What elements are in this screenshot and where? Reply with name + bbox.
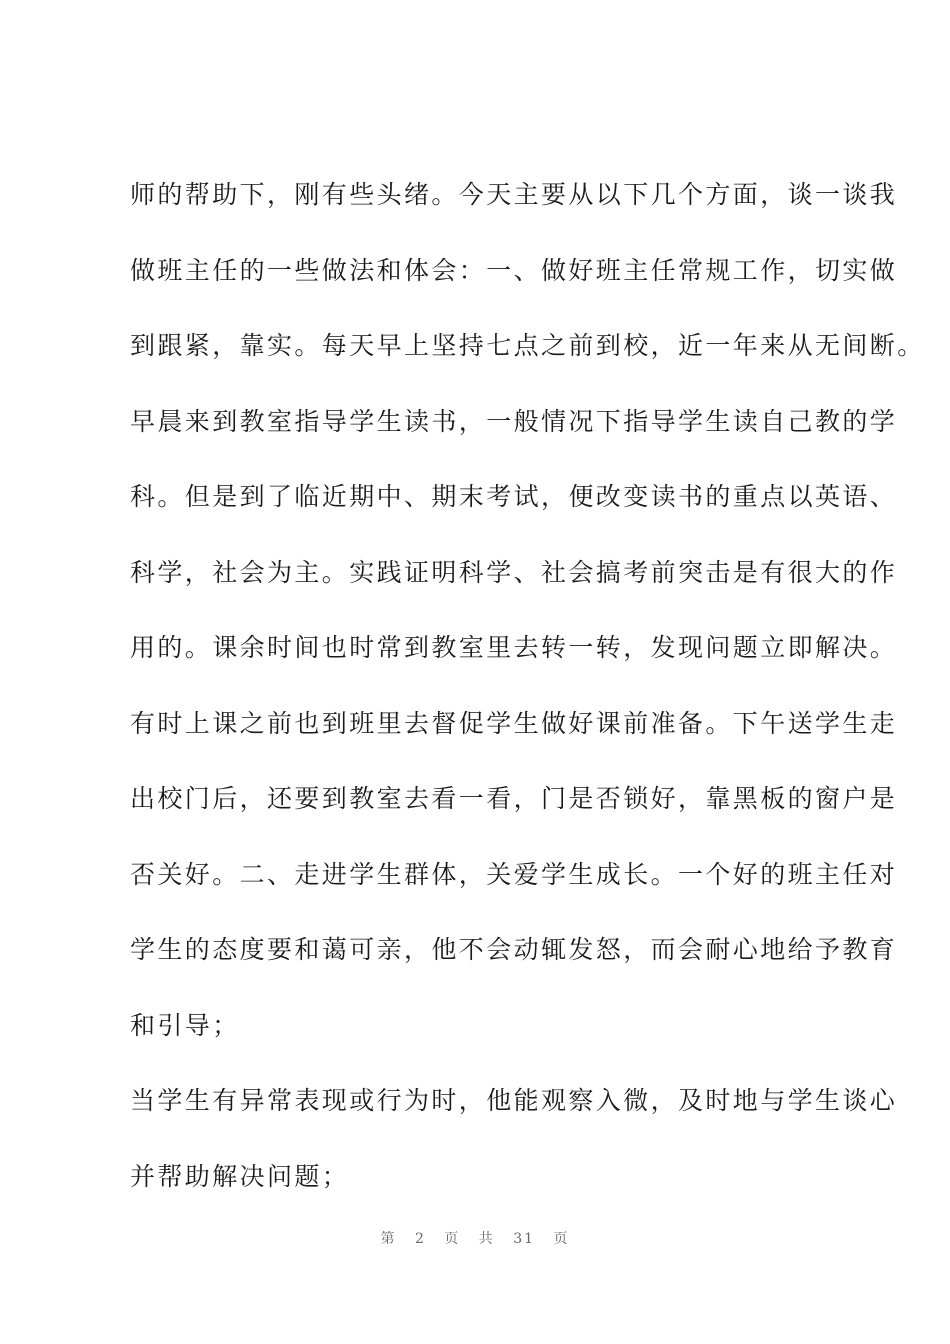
text-line: 做班主任的一些做法和体会：一、做好班主任常规工作，切实做 xyxy=(130,255,898,285)
body-text xyxy=(130,170,925,1227)
text-line: 师的帮助下，刚有些头绪。今天主要从以下几个方面，谈一谈我 xyxy=(130,180,898,209)
text-line: 出校门后，还要到教室去看一看，门是否锁好，靠黑板的窗户是 xyxy=(130,784,898,813)
text-line: 到跟紧，靠实。每天早上坚持七点之前到校，近一年来从无间断。 xyxy=(130,331,925,360)
text-line: 用的。课余时间也时常到教室里去转一转，发现问题立即解决。 xyxy=(130,633,898,662)
page-number-footer: 第 2 页 共 31 页 xyxy=(380,1231,570,1247)
text-line: 有时上课之前也到班里去督促学生做好课前准备。下午送学生走 xyxy=(130,708,898,738)
text-line: 科学，社会为主。实践证明科学、社会搞考前突击是有很大的作 xyxy=(130,557,898,587)
text-line: 早晨来到教室指导学生读书，一般情况下指导学生读自己教的学 xyxy=(130,406,898,436)
text-line: 和引导； xyxy=(130,1010,240,1040)
text-line: 学生的态度要和蔼可亲，他不会动辄发怒，而会耐心地给予教育 xyxy=(130,935,898,964)
text-line: 科。但是到了临近期中、期末考试，便改变读书的重点以英语、 xyxy=(130,482,898,511)
text-line: 并帮助解决问题； xyxy=(130,1161,350,1191)
text-line: 否关好。二、走进学生群体，关爱学生成长。一个好的班主任对 xyxy=(130,859,898,889)
text-line: 当学生有异常表现或行为时，他能观察入微，及时地与学生谈心 xyxy=(130,1086,898,1115)
